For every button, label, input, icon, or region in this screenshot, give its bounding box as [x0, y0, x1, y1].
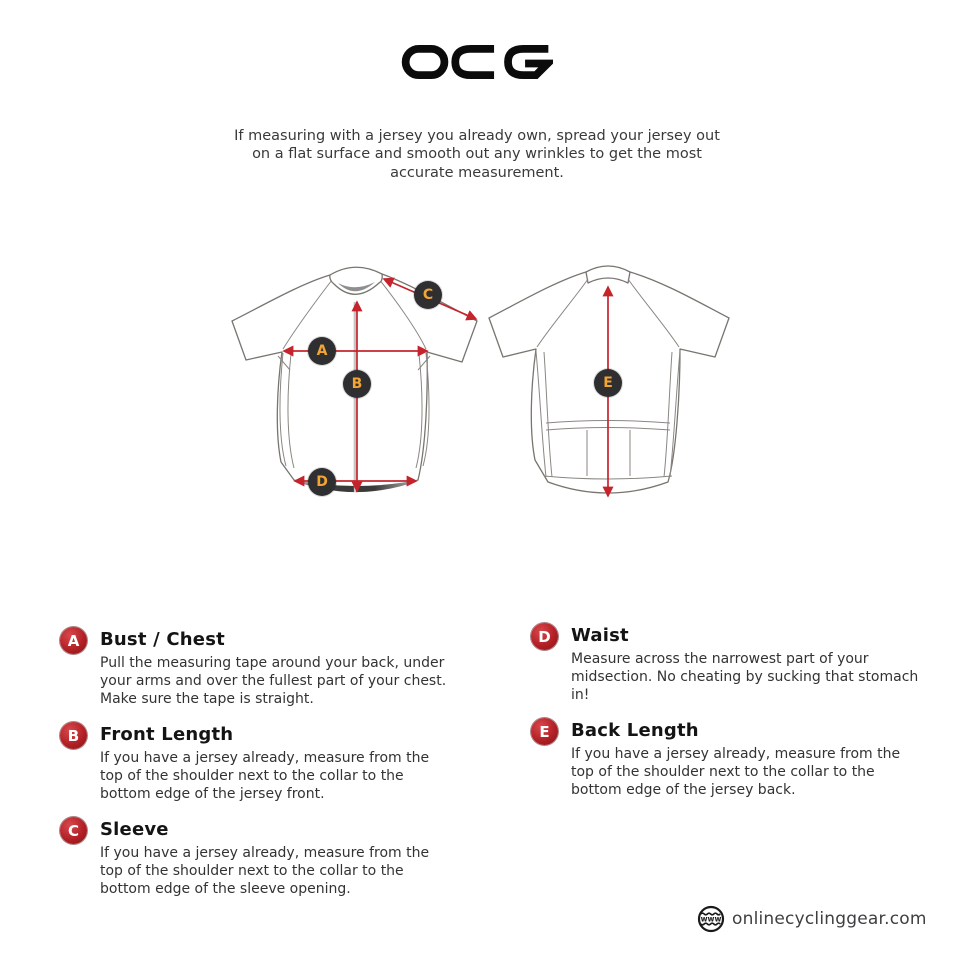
diagram-marker-e: E	[594, 369, 622, 397]
legend-description: If you have a jersey already, measure from the top of the shoulder next to the collar to the bottom edge of the sleeve opening.	[100, 845, 430, 897]
legend-badge-d: D	[531, 623, 558, 650]
diagram-marker-b: B	[343, 370, 371, 398]
legend-item-sleeve	[60, 818, 460, 898]
legend-right-column	[531, 624, 937, 814]
diagram-marker-d: D	[308, 468, 336, 496]
legend-badge-a: A	[60, 627, 87, 654]
legend-item-back-length	[531, 719, 937, 799]
legend-badge-c: C	[60, 817, 87, 844]
ocg-logo-graphic	[401, 40, 553, 84]
legend-title: Sleeve	[100, 819, 169, 840]
diagram-marker-a: A	[308, 337, 336, 365]
legend-description: Measure across the narrowest part of your midsection. No cheating by sucking that stomach in!	[571, 651, 919, 703]
legend-description: If you have a jersey already, measure from the top of the shoulder next to the collar to the bottom edge of the jersey back.	[571, 746, 901, 798]
legend-description: If you have a jersey already, measure from the top of the shoulder next to the collar to the bottom edge of the jersey front.	[100, 750, 430, 802]
footer-url-text: onlinecyclinggear.com	[732, 909, 927, 929]
legend-left-column	[60, 628, 460, 913]
legend-item-bust-chest	[60, 628, 460, 708]
legend-title: Bust / Chest	[100, 629, 225, 650]
legend-title: Front Length	[100, 724, 234, 745]
svg-text:www: www	[700, 914, 722, 924]
ocg-logo	[401, 40, 553, 88]
www-globe-icon	[697, 905, 725, 933]
intro-text: If measuring with a jersey you already own, spread your jersey out on a flat surface and smooth out any wrinkles to get the most accurate measurement.	[234, 127, 720, 181]
legend-badge-e: E	[531, 718, 558, 745]
legend-title: Back Length	[571, 720, 699, 741]
legend-item-front-length	[60, 723, 460, 803]
footer-site-mark	[697, 905, 927, 933]
diagram-marker-c: C	[414, 281, 442, 309]
legend-badge-b: B	[60, 722, 87, 749]
legend-title: Waist	[571, 625, 629, 646]
legend-description: Pull the measuring tape around your back, under your arms and over the fullest part of your chest. Make sure the tape is straight.	[100, 655, 447, 707]
legend-item-waist	[531, 624, 937, 704]
